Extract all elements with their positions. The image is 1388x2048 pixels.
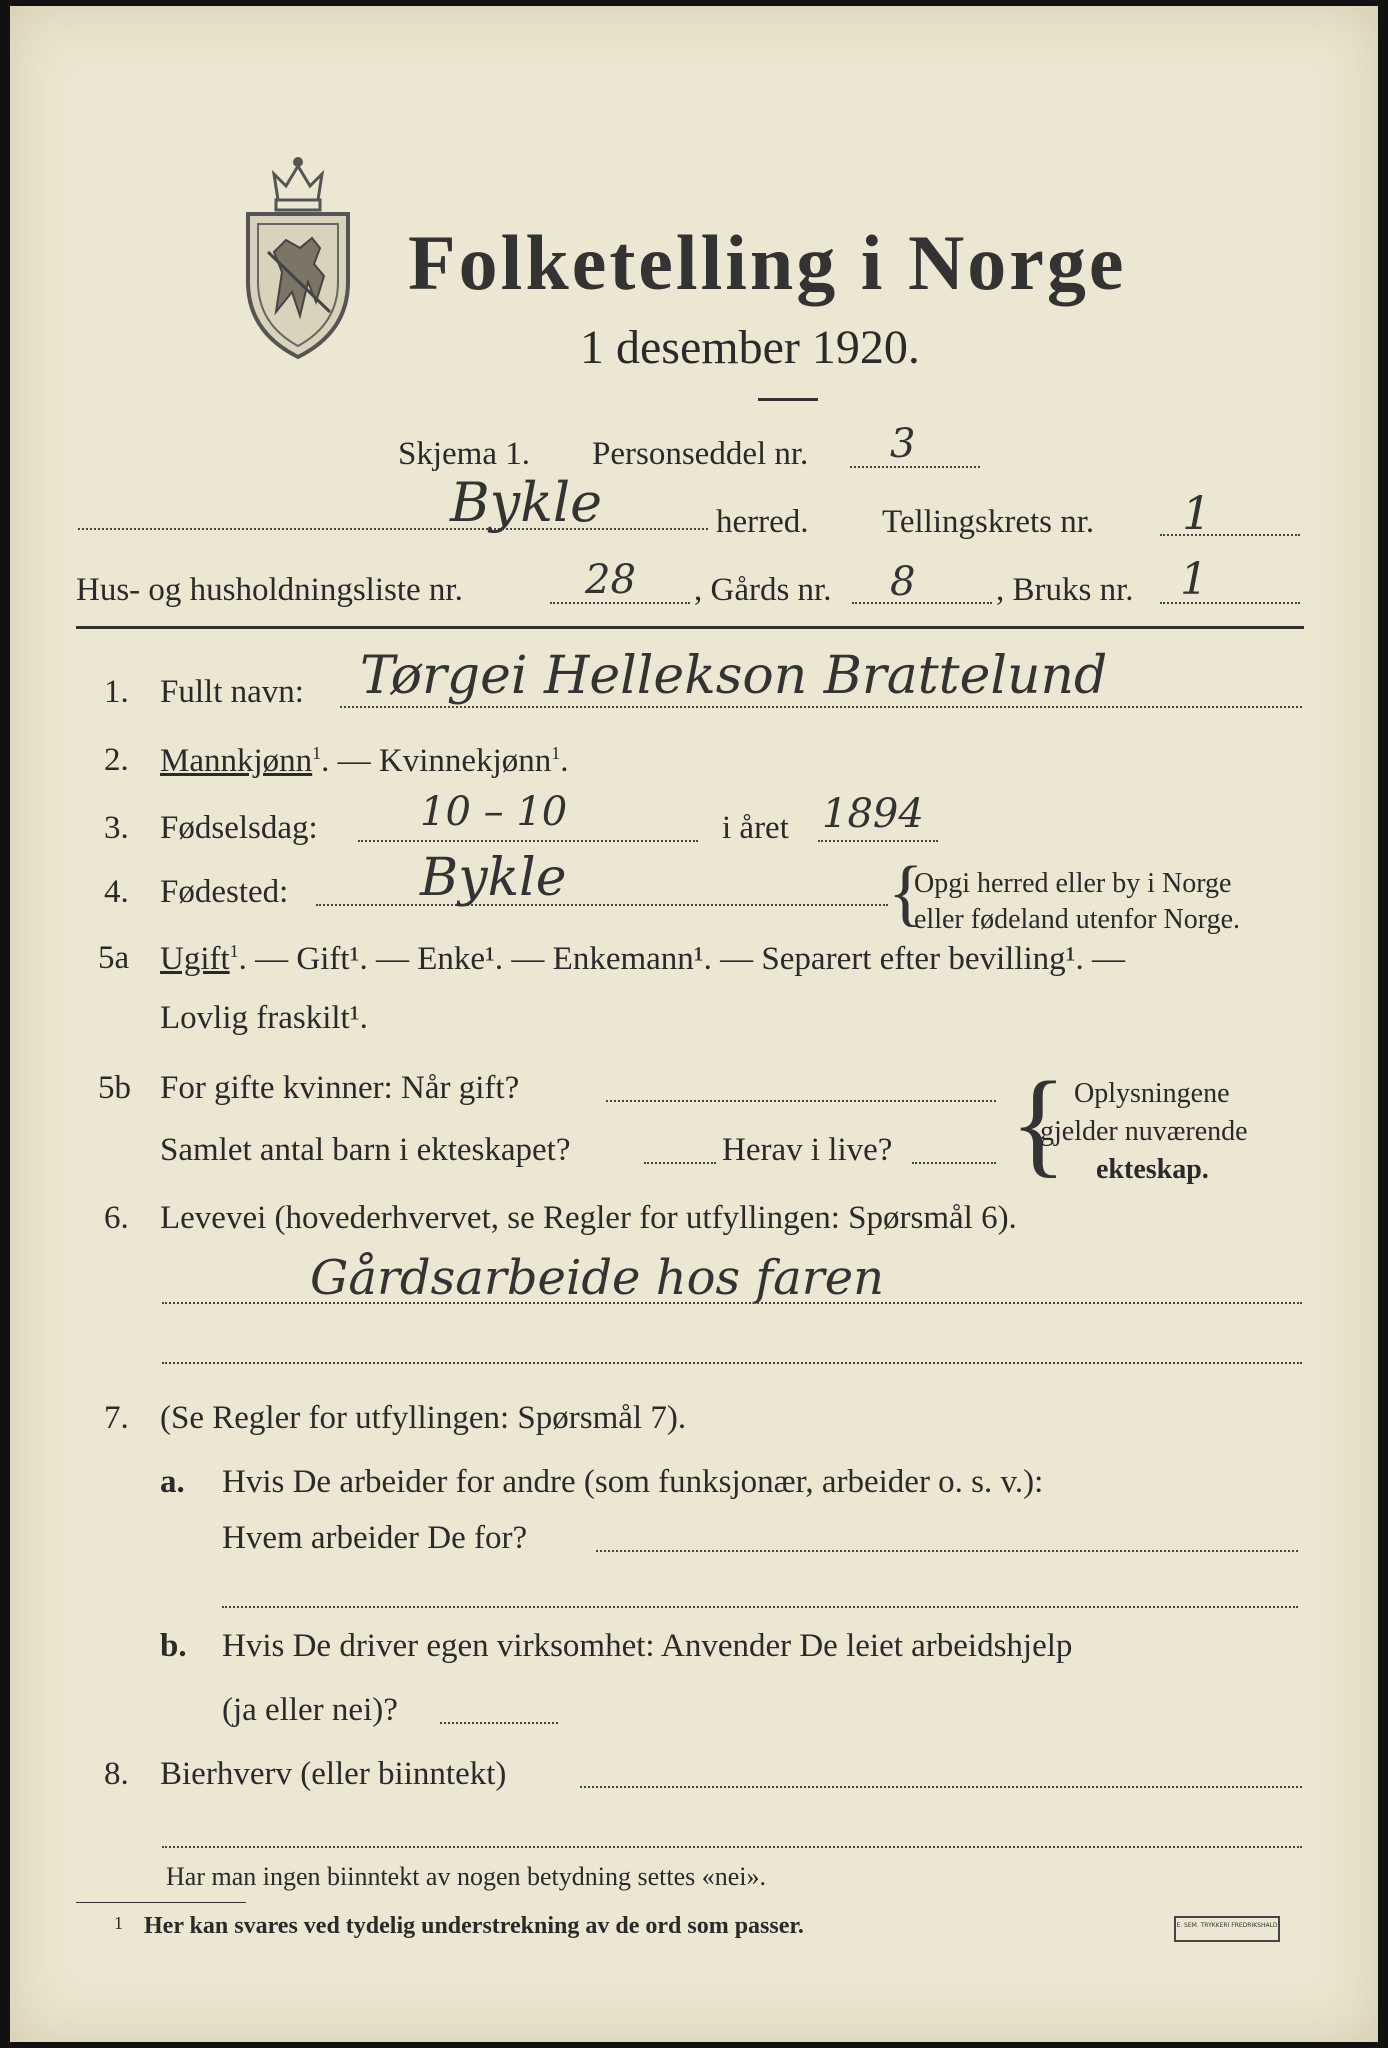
birthplace-line xyxy=(316,904,888,906)
q4-note-line1: Opgi herred eller by i Norge xyxy=(914,868,1232,899)
q1-label: Fullt navn: xyxy=(160,674,304,710)
q7a-letter: a. xyxy=(160,1464,185,1500)
footnote-text: Her kan svares ved tydelig understrekning av de ord som passer. xyxy=(144,1913,804,1939)
footnote-mark: 1 xyxy=(114,1913,123,1933)
herred-value[interactable]: Bykle xyxy=(450,471,603,534)
q7-label: (Se Regler for utfyllingen: Spørsmål 7). xyxy=(160,1400,687,1436)
ugift-option[interactable]: Ugift xyxy=(160,941,230,977)
occupation-line-1 xyxy=(162,1302,1302,1304)
page-title: Folketelling i Norge xyxy=(408,219,1127,306)
side-income-line-1 xyxy=(580,1786,1302,1788)
q4-note-brace: { xyxy=(888,852,924,934)
kvinnekjonn-option[interactable]: Kvinnekjønn xyxy=(378,743,552,779)
herred-label: herred. xyxy=(716,504,809,540)
census-date: 1 desember 1920. xyxy=(580,321,920,374)
q1-number: 1. xyxy=(104,674,129,710)
hired-help-line xyxy=(440,1722,558,1724)
birthday-value[interactable]: 10 – 10 xyxy=(420,789,568,835)
q5a-marital-options: Ugift$^1$. — Gift¹. — Enke¹. — Enkemann¹. — Separert efter bevilling¹. — xyxy=(160,941,1126,977)
q6-number: 6. xyxy=(104,1200,129,1236)
gards-label: , Gårds nr. xyxy=(694,572,832,608)
q2-gender-options: Mannkjønn$^1$. — Kvinnekjønn$^1$. xyxy=(160,743,569,779)
gards-value[interactable]: 8 xyxy=(890,559,916,605)
birthplace-value[interactable]: Bykle xyxy=(420,848,567,908)
tellingskrets-line xyxy=(1160,534,1300,536)
title-divider xyxy=(758,398,818,401)
q5b-line1: For gifte kvinner: Når gift? xyxy=(160,1070,520,1106)
q8-note: Har man ingen biinntekt av nogen betydning settes «nei». xyxy=(166,1862,767,1891)
q3-number: 3. xyxy=(104,810,129,846)
q5b-number: 5b xyxy=(98,1070,131,1106)
tellingskrets-value[interactable]: 1 xyxy=(1182,486,1212,540)
employer-line-1 xyxy=(596,1550,1298,1552)
herred-line xyxy=(78,528,708,530)
q3-label: Fødselsdag: xyxy=(160,810,318,846)
husholdningsliste-label: Hus- og husholdningsliste nr. xyxy=(76,572,463,608)
mannkjonn-option[interactable]: Mannkjønn xyxy=(160,743,313,779)
personseddel-value[interactable]: 3 xyxy=(890,421,916,467)
tellingskrets-label: Tellingskrets nr. xyxy=(882,504,1095,540)
q5a-line2[interactable]: Lovlig fraskilt¹. xyxy=(160,1000,368,1036)
footnote-divider xyxy=(76,1902,246,1903)
children-count-line xyxy=(644,1162,716,1164)
side-income-line-2 xyxy=(162,1846,1302,1848)
schema-label: Skjema 1. xyxy=(398,436,530,472)
other-marital-options[interactable]: . — Gift¹. — Enke¹. — Enkemann¹. — Separert efter bevilling¹. — xyxy=(238,941,1126,977)
q7a-line1: Hvis De arbeider for andre (som funksjonær, arbeider o. s. v.): xyxy=(222,1464,1044,1500)
q8-label: Bierhverv (eller biinntekt) xyxy=(160,1756,507,1792)
alive-count-line xyxy=(912,1162,996,1164)
census-form-page xyxy=(10,6,1378,2042)
husholdningsliste-value[interactable]: 28 xyxy=(585,557,636,603)
q5b-note-brace: { xyxy=(1010,1057,1067,1188)
personseddel-line xyxy=(850,466,980,468)
q6-label: Levevei (hovederhvervet, se Regler for utfyllingen: Spørsmål 6). xyxy=(160,1200,1017,1236)
q7b-line1: Hvis De driver egen virksomhet: Anvender De leiet arbeidshjelp xyxy=(222,1628,1073,1664)
year-label: i året xyxy=(722,810,789,846)
q8-number: 8. xyxy=(104,1756,129,1792)
married-when-line xyxy=(606,1100,996,1102)
q5b-note-line1: Oplysningene xyxy=(1074,1078,1230,1109)
header-divider xyxy=(76,626,1304,629)
q4-label: Fødested: xyxy=(160,874,289,910)
personseddel-label: Personseddel nr. xyxy=(592,436,809,472)
printer-stamp: E. SEM. TRYKKERI FREDRIKSHALD xyxy=(1174,1916,1280,1942)
birthday-line xyxy=(358,840,698,842)
year-line xyxy=(818,840,938,842)
occupation-line-2 xyxy=(162,1362,1302,1364)
q7b-line2: (ja eller nei)? xyxy=(222,1692,398,1728)
birth-year-value[interactable]: 1894 xyxy=(822,791,924,837)
norwegian-coat-of-arms-icon xyxy=(238,152,358,362)
bruks-label: , Bruks nr. xyxy=(996,572,1134,608)
q1-line xyxy=(340,706,1302,708)
q5b-note-line3: ekteskap. xyxy=(1096,1154,1209,1185)
q4-note-line2: eller fødeland utenfor Norge. xyxy=(914,904,1241,935)
q7b-letter: b. xyxy=(160,1628,187,1664)
q2-number: 2. xyxy=(104,742,129,778)
gards-line xyxy=(852,602,992,604)
q5b-children-label: Samlet antal barn i ekteskapet? xyxy=(160,1132,571,1168)
bruks-value[interactable]: 1 xyxy=(1180,554,1208,605)
q7a-line2: Hvem arbeider De for? xyxy=(222,1520,528,1556)
q7-number: 7. xyxy=(104,1400,129,1436)
occupation-value[interactable]: Gårdsarbeide hos faren xyxy=(310,1250,885,1306)
q5b-alive-label: Herav i live? xyxy=(722,1132,893,1168)
full-name-value[interactable]: Tørgei Hellekson Brattelund xyxy=(360,646,1108,706)
employer-line-2 xyxy=(222,1606,1298,1608)
q5b-note-line2: gjelder nuværende xyxy=(1040,1116,1248,1147)
q4-number: 4. xyxy=(104,874,129,910)
q5a-number: 5a xyxy=(98,940,130,976)
